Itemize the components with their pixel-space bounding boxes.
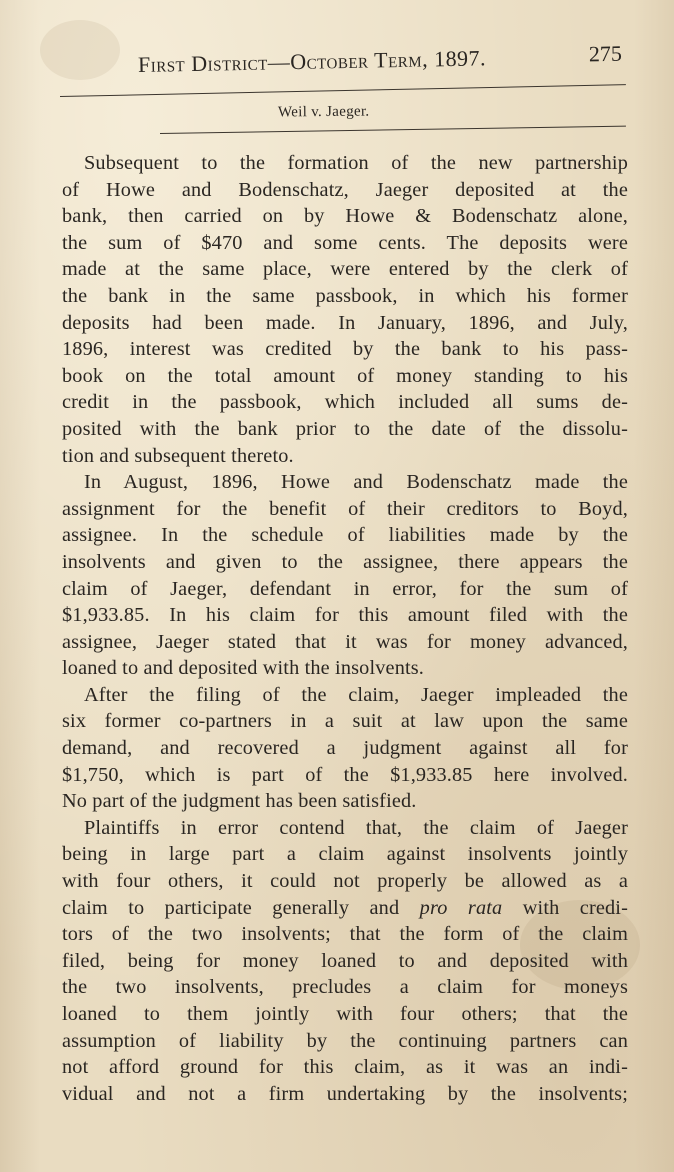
text-line: of Howe and Bodenschatz, Jaeger deposited at the xyxy=(62,178,628,201)
text-line: No part of the judgment has been satisfied. xyxy=(62,790,417,813)
italic-phrase: pro rata xyxy=(419,896,503,919)
text-line: credit in the passbook, which included all sums de- xyxy=(62,391,628,414)
text-line: bank, then carried on by Howe & Bodenschatz alone, xyxy=(62,205,628,228)
page-number: 275 xyxy=(588,40,623,67)
text-line: with four others, it could not properly be allowed as a xyxy=(62,870,628,893)
running-head xyxy=(138,39,629,84)
text-line: $1,933.85. In his claim for this amount filed with the xyxy=(62,604,628,627)
text-line: made at the same place, were entered by the clerk of xyxy=(62,258,628,281)
paragraph xyxy=(62,469,628,682)
running-title: First District—October Term, 1897. xyxy=(137,45,487,77)
text-line: filed, being for money loaned to and deposited with xyxy=(62,949,628,972)
text-line: assignment for the benefit of their creditors to Boyd, xyxy=(62,497,628,520)
text-line: the two insolvents, precludes a claim for moneys xyxy=(62,976,628,999)
body-text xyxy=(62,150,628,1107)
text-line: tors of the two insolvents; that the form of the claim xyxy=(62,923,628,946)
text-line: Subsequent to the formation of the new partnership xyxy=(84,152,628,174)
case-title: Weil v. Jaeger. xyxy=(277,103,370,121)
paragraph xyxy=(62,150,628,469)
text-line: posited with the bank prior to the date of the dissolu- xyxy=(62,417,628,440)
text-line: being in large part a claim against insolvents jointly xyxy=(62,843,628,866)
case-title-rule xyxy=(160,126,626,134)
text-line: claim of Jaeger, defendant in error, for the sum of xyxy=(62,577,628,600)
text-line: the sum of $470 and some cents. The deposits were xyxy=(62,231,628,254)
text-line: assumption of liability by the continuing partners can xyxy=(62,1029,628,1052)
text-line: demand, and recovered a judgment against all for xyxy=(62,737,628,760)
paragraph xyxy=(62,815,628,1108)
text-run: claim to participate generally and xyxy=(62,896,420,919)
text-line: Plaintiffs in error contend that, the claim of Jaeger xyxy=(84,816,628,839)
paragraph xyxy=(62,682,628,815)
text-line: loaned to and deposited with the insolvents. xyxy=(62,657,425,680)
text-line: the bank in the same passbook, in which his former xyxy=(62,284,628,307)
text-line: tion and subsequent thereto. xyxy=(62,444,294,467)
text-line: In August, 1896, Howe and Bodenschatz made the xyxy=(84,471,628,494)
text-line: not afford ground for this claim, as it was an indi- xyxy=(62,1056,628,1079)
text-line: $1,750, which is part of the $1,933.85 here involved. xyxy=(62,763,628,786)
text-line: assignee, Jaeger stated that it was for money advanced, xyxy=(62,630,628,653)
text-line: 1896, interest was credited by the bank to his pass- xyxy=(62,338,628,361)
text-line: After the filing of the claim, Jaeger impleaded the xyxy=(84,683,628,706)
text-line: assignee. In the schedule of liabilities made by the xyxy=(62,524,628,547)
text-run: with credi- xyxy=(502,896,628,919)
text-line: book on the total amount of money standing to his xyxy=(62,364,628,387)
text-line: vidual and not a firm undertaking by the insolvents; xyxy=(62,1082,628,1105)
text-line: six former co-partners in a suit at law upon the same xyxy=(62,710,628,733)
text-line: deposits had been made. In January, 1896, and July, xyxy=(62,311,628,334)
text-line-with-italic xyxy=(62,895,628,922)
text-line: insolvents and given to the assignee, there appears the xyxy=(62,550,628,573)
header-rule xyxy=(60,84,626,97)
paper-stain xyxy=(40,20,120,80)
text-line: loaned to them jointly with four others; that the xyxy=(62,1003,628,1025)
